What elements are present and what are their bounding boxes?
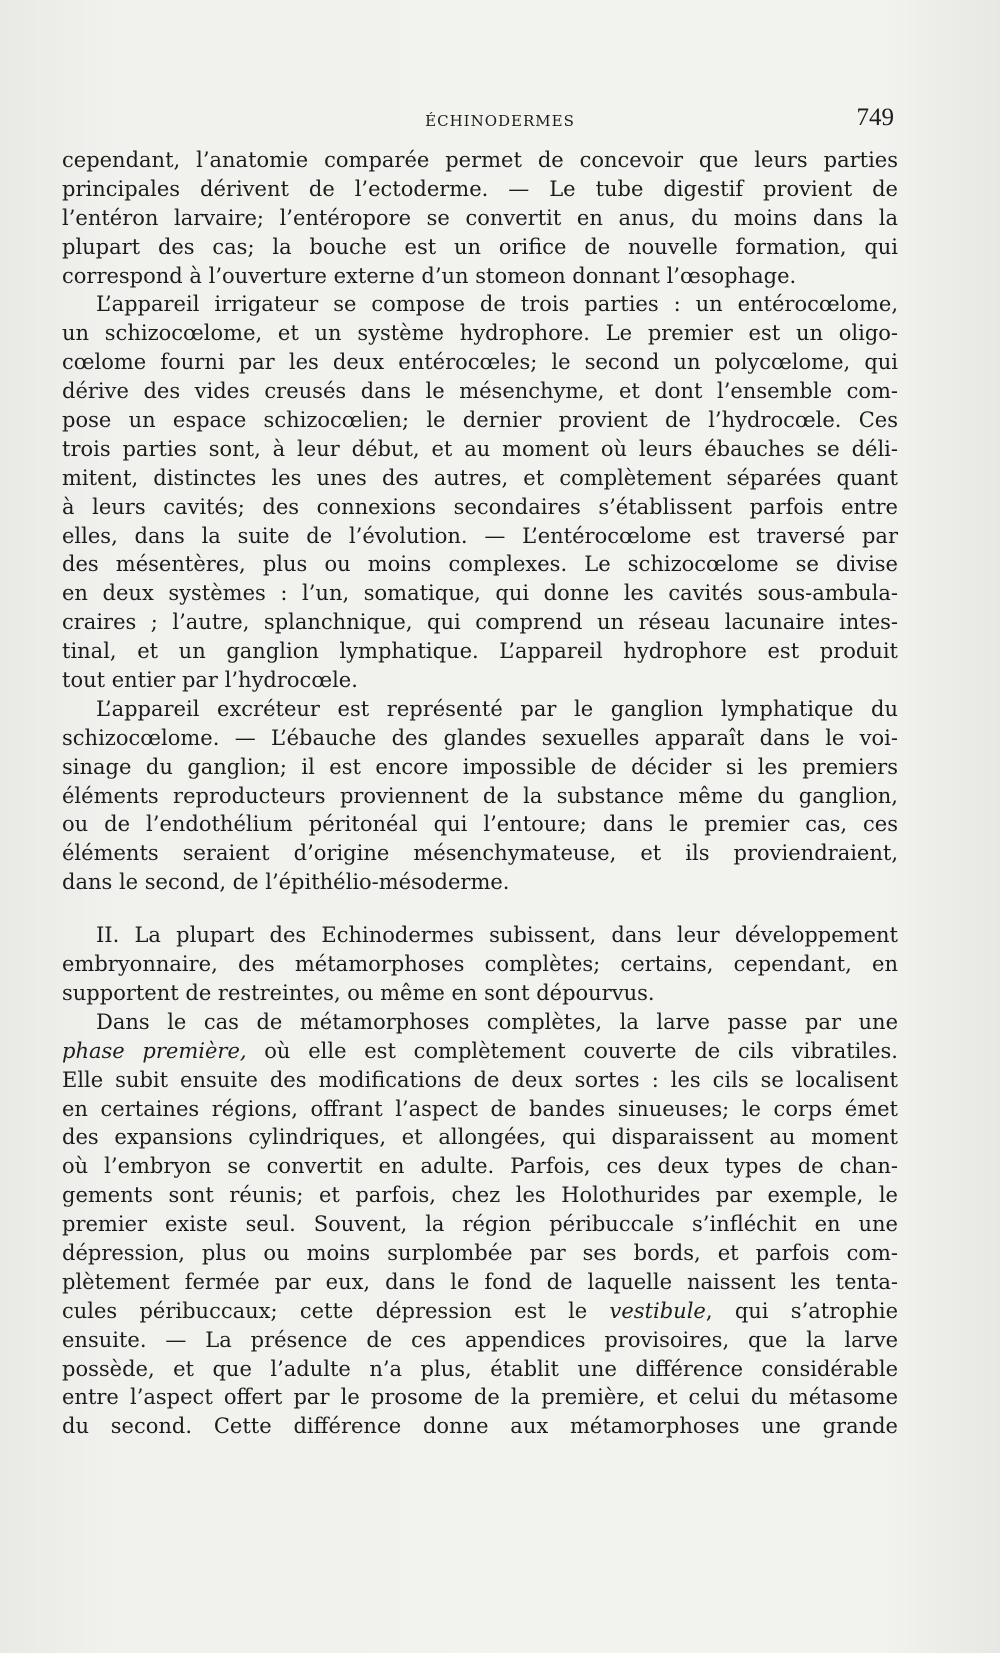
text-line: embryonnaire, des métamorphoses complètes; certains, cependant, en [62,952,898,977]
text-line: en deux systèmes : l’un, somatique, qui donne les cavités sous-ambula- [62,581,898,606]
text-line: éléments reproducteurs proviennent de la substance même du ganglion, [62,783,898,808]
text-line: à leurs cavités; des connexions secondaires s’établissent parfois entre [62,494,898,519]
text-line: cœlome fourni par les deux entérocœles; le second un polycœlome, qui [62,350,898,375]
section-ii-start-line: II. La plupart des Echinodermes subissent, dans leur développement [96,923,898,948]
text-line: ensuite. — La présence de ces appendices provisoires, que la larve [62,1327,898,1352]
text-line: dépression, plus ou moins surplombée par ses bords, et parfois com- [62,1240,898,1265]
text-line: tout entier par l’hydrocœle. [62,668,358,693]
mixed-style-line [62,1037,898,1066]
section-spacer [62,897,898,921]
text-line: entre l’aspect offert par le prosome de la première, et celui du métasome [62,1385,898,1410]
text-line: en certaines régions, offrant l’aspect de bandes sinueuses; le corps émet [62,1096,898,1121]
text-line: supportent de restreintes, ou même en sont dépourvus. [62,980,655,1005]
text-line: sinage du ganglion; il est encore impossible de décider si les premiers [62,754,898,779]
text-line: trois parties sont, à leur début, et au moment où leurs ébauches se déli- [62,436,898,461]
italic-word: vestibule [609,1298,706,1323]
text-line: cependant, l’anatomie comparée permet de concevoir que leurs parties [62,148,898,172]
text-line: dérive des vides creusés dans le mésenchyme, et dont l’ensemble com- [62,379,898,404]
running-header: ÉCHINODERMES [425,112,575,130]
text-line: plupart des cas; la bouche est un orifice de nouvelle formation, qui [62,234,898,259]
paragraph-start-line: L’appareil excréteur est représenté par le ganglion lymphatique du [96,696,898,721]
text-line: principales dérivent de l’ectoderme. — Le tube digestif provient de [62,176,898,201]
text-line: pose un espace schizocœlien; le dernier provient de l’hydrocœle. Ces [62,408,898,433]
body-text [62,146,898,1441]
text-line: dans le second, de l’épithélio-mésoderme. [62,870,510,895]
text-span: cules péribuccaux; cette dépression est le [62,1298,610,1323]
text-line: où l’embryon se convertit en adulte. Parfois, ces deux types de chan- [62,1154,898,1179]
text-line: correspond à l’ouverture externe d’un stomeon donnant l’œsophage. [62,263,797,288]
paragraph-start-line: Dans le cas de métamorphoses complètes, la larve passe par une [96,1009,898,1034]
text-line: Elle subit ensuite des modifications de deux sortes : les cils se localisent [62,1067,898,1092]
text-line: des expansions cylindriques, et allongées, qui disparaissent au moment [62,1125,898,1150]
text-line: premier existe seul. Souvent, la région péribuccale s’infléchit en une [62,1212,898,1237]
text-line: du second. Cette différence donne aux métamorphoses une grande [62,1414,898,1439]
text-span: où elle est complètement couverte de cils vibratiles. [246,1038,898,1063]
page-number: 749 [856,104,894,131]
text-line: tinal, et un ganglion lymphatique. L’appareil hydrophore est produit [62,639,898,664]
text-line: plètement fermée par eux, dans le fond de laquelle naissent les tenta- [62,1269,898,1294]
text-line: gements sont réunis; et parfois, chez les Holothurides par exemple, le [62,1183,898,1208]
text-line: l’entéron larvaire; l’entéropore se convertit en anus, du moins dans la [62,205,898,230]
text-line: mitent, distinctes les unes des autres, et complètement séparées quant [62,465,898,490]
italic-phrase: phase première, [62,1038,247,1063]
text-line: possède, et que l’adulte n’a plus, établit une différence considérable [62,1356,898,1381]
mixed-style-line [62,1297,898,1326]
paragraph-start-line: L’appareil irrigateur se compose de trois parties : un entérocœlome, [96,292,898,317]
text-line: elles, dans la suite de l’évolution. — L’entérocœlome est traversé par [62,523,898,548]
text-line: ou de l’endothélium péritonéal qui l’entoure; dans le premier cas, ces [62,812,898,837]
text-line: éléments seraient d’origine mésenchymateuse, et ils proviendraient, [62,841,898,866]
text-span: , qui s’atrophie [705,1298,898,1323]
text-line: craires ; l’autre, splanchnique, qui comprend un réseau lacunaire intes- [62,610,898,635]
text-line: un schizocœlome, et un système hydrophore. Le premier est un oligo- [62,321,898,346]
text-line: schizocœlome. — L’ébauche des glandes sexuelles apparaît dans le voi- [62,725,898,750]
text-line: des mésentères, plus ou moins complexes. Le schizocœlome se divise [62,552,898,577]
